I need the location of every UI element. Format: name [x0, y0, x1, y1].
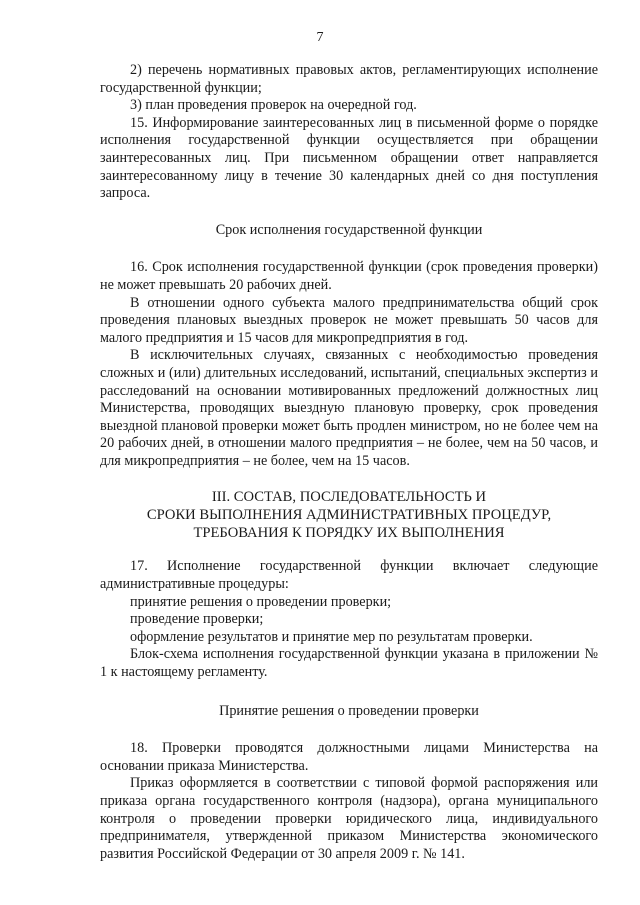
list-item: оформление результатов и принятие мер по результатам проверки. [130, 628, 533, 645]
paragraph-15: 15. Информирование заинтересованных лиц в письменной форме о порядке исполнения государственной функции осуществляется при обращении заинтересованных лиц. При письменном обращении ответ направляется заинтересованному лицу в течение 30 календарных дней со дня поступления запроса. [100, 114, 598, 202]
list-item: проведение проверки; [130, 611, 264, 628]
document-body [100, 62, 598, 863]
paragraph-order-form: Приказ оформляется в соответствии с типовой формой распоряжения или приказа органа государственного контроля (надзора), органа муниципального контроля о проведении проверки юридического лица, индивидуального предпринимателя, утвержденной приказом Министерства экономического развития Российской Федерации от 30 апреля 2009 г. № 141. [100, 775, 598, 862]
section-heading-term: Срок исполнения государственной функции [215, 221, 483, 238]
chapter-heading-line-3: ТРЕБОВАНИЯ К ПОРЯДКУ ИХ ВЫПОЛНЕНИЯ [193, 525, 505, 542]
paragraph-17: 17. Исполнение государственной функции включает следующие административные процедуры: [100, 558, 598, 593]
paragraph-small-business: В отношении одного субъекта малого предпринимательства общий срок проведения плановых выездных проверок не может превышать 50 часов для малого предприятия и 15 часов для микропредприятия в год. [100, 294, 598, 346]
chapter-heading-line-1: III. СОСТАВ, ПОСЛЕДОВАТЕЛЬНОСТЬ И [211, 489, 487, 506]
paragraph-16: 16. Срок исполнения государственной функции (срок проведения проверки) не может превышать 20 рабочих дней. [100, 259, 598, 293]
list-item: принятие решения о проведении проверки; [130, 593, 392, 610]
chapter-heading-line-2: СРОКИ ВЫПОЛНЕНИЯ АДМИНИСТРАТИВНЫХ ПРОЦЕДУР, [146, 507, 552, 524]
page-number: 7 [316, 30, 324, 45]
paragraph-18: 18. Проверки проводятся должностными лицами Министерства на основании приказа Министерства. [100, 740, 598, 774]
paragraph-exceptional-cases: В исключительных случаях, связанных с необходимостью проведения сложных и (или) длительных исследований, испытаний, специальных экспертиз и расследований на основании мотивированных предложений должностных лиц Министерства, проводящих выездную плановую проверку, срок проведения выездной плановой проверки может быть продлен министром, но не более чем на 20 рабочих дней, в отношении малого предприятия – не более, чем на 50 часов, и для микропредприятия – не более, чем на 15 часов. [100, 347, 598, 469]
paragraph-flowchart: Блок-схема исполнения государственной функции указана в приложении № 1 к настоящему регламенту. [100, 646, 598, 681]
paragraph-item-2: 2) перечень нормативных правовых актов, регламентирующих исполнение государственной функции; [100, 62, 598, 96]
chapter-heading-iii [100, 488, 598, 542]
paragraph-item-3: 3) план проведения проверок на очередной год. [130, 97, 417, 114]
section-heading-decision: Принятие решения о проведении проверки [219, 702, 479, 719]
